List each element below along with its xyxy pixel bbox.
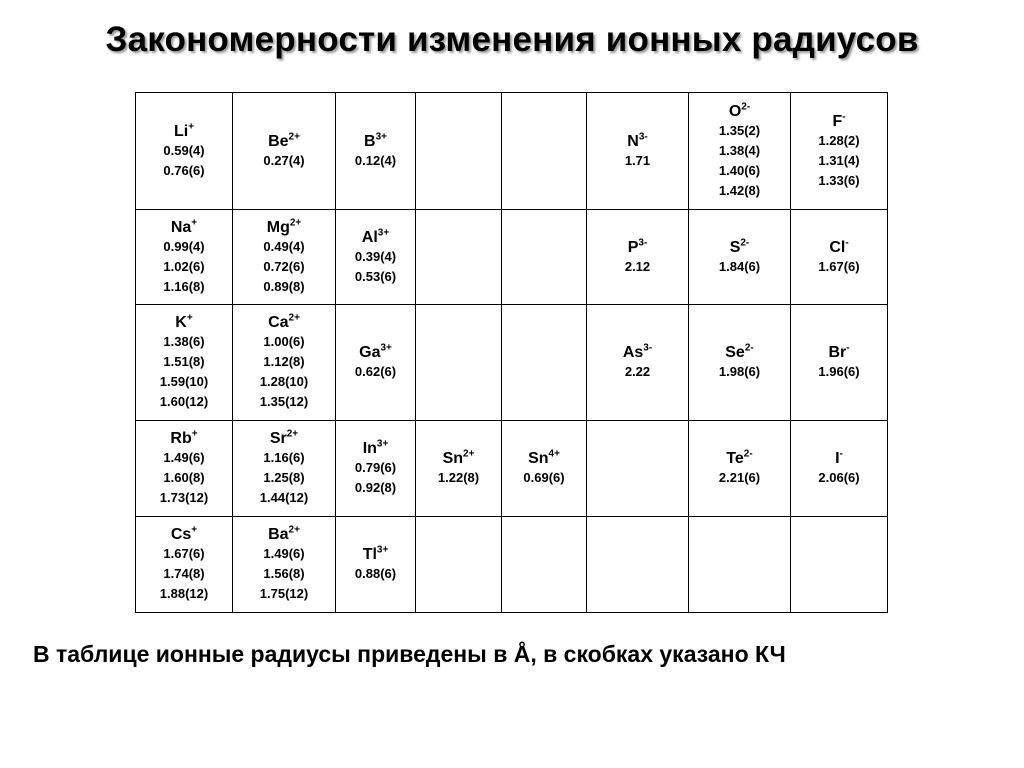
ion-label <box>689 343 790 362</box>
table-row <box>136 517 888 613</box>
ion-label <box>587 238 688 257</box>
ion-charge: + <box>191 217 198 229</box>
empty-cell <box>791 517 888 613</box>
ion-label <box>136 429 232 448</box>
radius-value: 1.02(6) <box>163 258 205 274</box>
ion-label <box>689 449 790 468</box>
ion-cell <box>136 421 233 517</box>
ion-charge: 3+ <box>375 131 387 143</box>
ion-charge: 3+ <box>377 227 390 239</box>
empty-cell <box>502 210 587 305</box>
ion-cell <box>233 517 336 613</box>
ion-charge: + <box>191 428 198 440</box>
ion-symbol: Cl <box>829 238 846 256</box>
ion-cell <box>587 210 689 305</box>
ion-symbol: F <box>832 112 843 130</box>
ion-cell <box>336 517 416 613</box>
radius-value: 1.59(10) <box>159 374 209 389</box>
ion-charge: 3+ <box>376 544 389 556</box>
table-row <box>136 210 888 305</box>
ion-symbol: Ba <box>268 526 289 543</box>
empty-cell <box>587 517 689 613</box>
radius-value: 1.25(8) <box>263 470 305 485</box>
ion-label <box>791 238 887 257</box>
radius-value: 0.39(4) <box>354 248 397 264</box>
ion-symbol: Li <box>173 122 189 140</box>
ion-label <box>233 218 335 237</box>
ion-symbol: Sn <box>442 450 464 467</box>
ion-symbol: Sn <box>528 450 549 467</box>
radius-value: 1.71 <box>624 152 651 168</box>
ion-cell <box>689 421 791 517</box>
ion-label <box>136 218 232 237</box>
radius-value: 1.28(10) <box>259 374 309 389</box>
radius-value: 1.49(6) <box>263 546 305 561</box>
radius-value: 1.38(6) <box>163 334 205 349</box>
ion-symbol: Tl <box>362 546 377 563</box>
radius-value: 1.40(6) <box>718 162 761 178</box>
radius-value: 1.35(12) <box>259 394 309 409</box>
ion-charge: + <box>191 524 198 536</box>
ion-charge: 2+ <box>286 428 299 440</box>
ion-cell <box>233 421 336 517</box>
ion-cell <box>791 93 888 210</box>
radius-value: 1.56(8) <box>263 566 305 581</box>
ion-charge: 3- <box>638 131 648 143</box>
ion-symbol: As <box>622 344 644 361</box>
ion-label <box>336 343 415 362</box>
ion-cell <box>233 305 336 421</box>
ion-label <box>336 545 415 564</box>
ion-label <box>136 525 232 544</box>
ion-symbol: Br <box>828 344 847 361</box>
radius-value: 1.74(8) <box>163 566 205 581</box>
empty-cell <box>689 517 791 613</box>
ion-charge: 3- <box>643 342 653 354</box>
radius-value: 0.69(6) <box>523 470 565 485</box>
ion-symbol: N <box>627 132 639 150</box>
ion-cell <box>336 421 416 517</box>
ion-charge: 2- <box>743 448 753 460</box>
table-body <box>136 93 888 613</box>
ion-cell <box>336 210 416 305</box>
ion-charge: 3+ <box>380 342 392 354</box>
ion-symbol: Se <box>725 344 745 361</box>
ion-symbol: I <box>835 450 840 467</box>
ion-charge: 2+ <box>289 217 302 229</box>
radius-value: 0.27(4) <box>263 152 305 168</box>
ion-label <box>336 132 415 151</box>
radius-value: 0.72(6) <box>263 258 305 274</box>
ion-symbol: Al <box>361 228 378 246</box>
ion-charge: 2+ <box>288 312 300 324</box>
ion-label <box>502 449 586 468</box>
ion-cell <box>587 93 689 210</box>
ion-label <box>336 228 415 247</box>
ion-symbol: Ca <box>268 314 289 331</box>
ion-cell <box>689 305 791 421</box>
ion-label <box>689 238 790 257</box>
radius-value: 0.99(4) <box>163 238 205 254</box>
empty-cell <box>416 305 502 421</box>
radius-value: 1.67(6) <box>818 258 860 274</box>
page-title: Закономерности изменения ионных радиусов <box>105 20 919 59</box>
ion-charge: 2- <box>741 101 751 113</box>
radius-value: 1.75(12) <box>259 586 309 601</box>
radius-value: 1.60(12) <box>159 394 209 409</box>
radius-value: 1.35(2) <box>718 122 761 138</box>
ion-charge: + <box>186 312 193 324</box>
radius-value: 1.42(8) <box>718 182 761 198</box>
ion-cell <box>587 305 689 421</box>
ion-label <box>416 449 501 468</box>
radius-value: 0.12(4) <box>354 152 397 168</box>
table-row <box>136 421 888 517</box>
radius-value: 0.79(6) <box>354 460 397 475</box>
radius-value: 1.38(4) <box>718 142 761 158</box>
radius-value: 0.89(8) <box>263 278 305 294</box>
ion-label <box>336 439 415 458</box>
ion-label <box>791 112 887 131</box>
ion-cell <box>502 421 587 517</box>
radius-value: 1.16(8) <box>163 278 205 294</box>
ion-charge: - <box>845 237 849 249</box>
radius-value: 1.98(6) <box>718 364 761 379</box>
ion-symbol: P <box>627 238 639 256</box>
ion-symbol: B <box>364 132 376 150</box>
radius-value: 1.88(12) <box>159 586 209 601</box>
radius-value: 0.76(6) <box>163 162 205 178</box>
radius-value: 1.16(6) <box>263 450 305 465</box>
radius-value: 1.51(8) <box>163 354 205 369</box>
ion-cell <box>233 93 336 210</box>
ion-label <box>136 122 232 141</box>
ion-label <box>587 343 688 362</box>
ion-label <box>233 313 335 332</box>
radius-value: 0.53(6) <box>354 268 397 284</box>
radius-value: 0.49(4) <box>263 238 305 254</box>
ion-cell <box>136 210 233 305</box>
radius-value: 0.92(8) <box>354 480 397 495</box>
ion-label <box>136 313 232 332</box>
radius-value: 0.62(6) <box>354 364 397 379</box>
ion-cell <box>136 305 233 421</box>
ion-symbol: S <box>729 238 741 256</box>
ion-symbol: Rb <box>170 430 192 447</box>
radius-value: 1.96(6) <box>818 364 860 379</box>
ion-cell <box>791 421 888 517</box>
ion-symbol: Te <box>726 450 744 467</box>
ion-charge: 2+ <box>463 448 475 460</box>
ion-symbol: In <box>362 440 377 457</box>
radius-value: 0.59(4) <box>163 142 205 158</box>
ion-symbol: Cs <box>170 526 192 543</box>
ion-cell <box>791 210 888 305</box>
ion-cell <box>336 93 416 210</box>
ion-cell <box>233 210 336 305</box>
radius-value: 2.21(6) <box>718 470 761 485</box>
radius-value: 2.22 <box>624 364 651 379</box>
table-row <box>136 305 888 421</box>
radius-value: 1.00(6) <box>263 334 305 349</box>
radius-value: 1.60(8) <box>163 470 205 485</box>
ionic-radii-table <box>135 92 888 613</box>
footnote: В таблице ионные радиусы приведены в Å, в скобках указано КЧ <box>33 641 786 667</box>
ion-charge: - <box>842 111 846 123</box>
ion-label <box>587 132 688 151</box>
empty-cell <box>502 93 587 210</box>
radius-value: 1.49(6) <box>163 450 205 465</box>
ion-label <box>233 132 335 151</box>
radius-value: 1.28(2) <box>818 132 860 148</box>
ion-charge: - <box>846 342 850 354</box>
empty-cell <box>416 210 502 305</box>
ion-charge: 3+ <box>376 438 389 450</box>
radius-value: 2.06(6) <box>818 470 860 485</box>
ion-symbol: Be <box>268 132 289 150</box>
ion-charge: 3- <box>638 237 648 249</box>
radius-value: 2.12 <box>624 258 651 274</box>
ion-symbol: O <box>728 102 742 120</box>
ion-symbol: K <box>175 314 187 331</box>
ion-charge: 2- <box>740 237 750 249</box>
ion-label <box>689 102 790 121</box>
table-row <box>136 93 888 210</box>
ion-label <box>791 343 887 362</box>
ion-symbol: Ga <box>359 344 381 361</box>
empty-cell <box>416 93 502 210</box>
ion-label <box>791 449 887 468</box>
ion-charge: 4+ <box>548 448 560 460</box>
radius-value: 1.22(8) <box>437 470 480 485</box>
radius-value: 1.73(12) <box>159 490 209 505</box>
radius-value: 1.84(6) <box>718 258 761 274</box>
radius-value: 0.88(6) <box>354 566 397 581</box>
radius-value: 1.33(6) <box>818 172 860 188</box>
ion-label <box>233 525 335 544</box>
radius-value: 1.67(6) <box>163 546 205 561</box>
ion-label <box>233 429 335 448</box>
ion-symbol: Mg <box>266 218 290 236</box>
ion-cell <box>689 210 791 305</box>
ion-cell <box>689 93 791 210</box>
radius-value: 1.12(8) <box>263 354 305 369</box>
empty-cell <box>587 421 689 517</box>
ion-cell <box>416 421 502 517</box>
ion-symbol: Na <box>170 218 192 236</box>
ion-symbol: Sr <box>269 430 287 447</box>
empty-cell <box>502 305 587 421</box>
ion-cell <box>136 517 233 613</box>
ion-charge: - <box>839 448 843 460</box>
ion-cell <box>791 305 888 421</box>
radius-value: 1.31(4) <box>818 152 860 168</box>
empty-cell <box>416 517 502 613</box>
ion-cell <box>336 305 416 421</box>
empty-cell <box>502 517 587 613</box>
ion-charge: 2+ <box>288 524 300 536</box>
ion-cell <box>136 93 233 210</box>
ion-charge: 2- <box>744 342 754 354</box>
radius-value: 1.44(12) <box>259 490 309 505</box>
ion-charge: 2+ <box>288 131 300 143</box>
ion-charge: + <box>188 121 195 133</box>
